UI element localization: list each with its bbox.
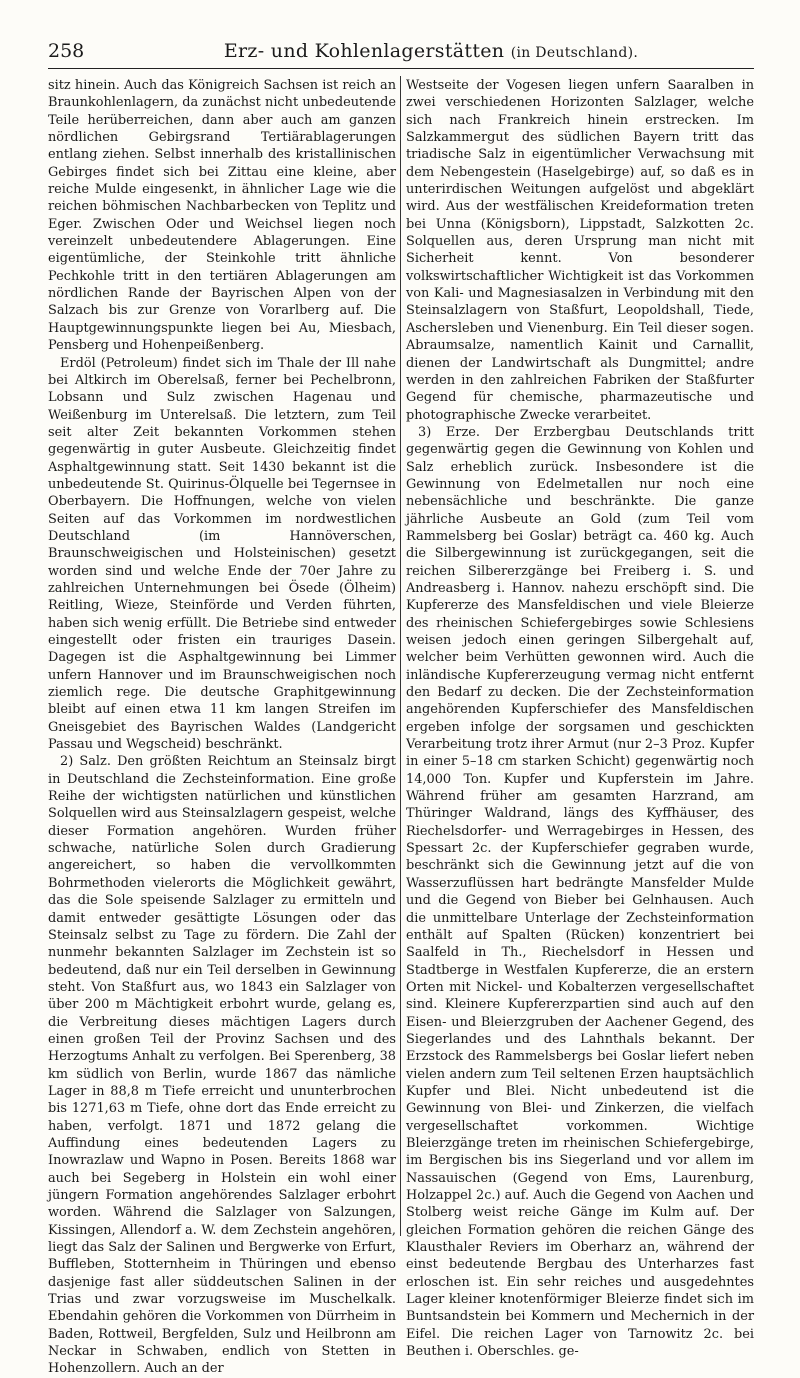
right-column xyxy=(406,77,754,1378)
text-columns xyxy=(48,77,754,1378)
paragraph: 2) Salz. Den größten Reichtum an Steinsalz birgt in Deutschland die Zechsteinformation. Eine große Reihe der wichtigsten natürlichen und künstlichen Solquellen wird aus Steinsalzlagern gespeist, welche dieser Formation angehören. Wurden früher schwache, natürliche Solen durch Gradierung angereichert, so haben die vervollkommten Bohrmethoden vielerorts die Möglichkeit gewährt, das die Sole speisende Salzlager zu ermitteln und damit entweder gesättigte Lösungen oder das Steinsalz selbst zu Tage zu fördern. Die Zahl der nunmehr bekannten Salzlager im Zechstein ist so bedeutend, daß nur ein Teil derselben in Gewinnung steht. Von Staßfurt aus, wo 1843 ein Salzlager von über 200 m Mächtigkeit erbohrt wurde, gelang es, die Verbreitung dieses mächtigen Lagers durch einen großen Teil der Provinz Sachsen und des Herzogtums Anhalt zu verfolgen. Bei Sperenberg, 38 km südlich von Berlin, wurde 1867 das nämliche Lager in 88,8 m Tiefe erreicht und ununterbrochen bis 1271,63 m Tiefe, ohne dort das Ende erreicht zu haben, verfolgt. 1871 und 1872 gelang die Auffindung eines bedeutenden Lagers zu Inowrazlaw und Wapno in Posen. Bereits 1868 war auch bei Segeberg in Holstein ein wohl einer jüngern Formation angehörendes Salzlager erbohrt worden. Während die Salzlager von Salzungen, Kissingen, Allendorf a. W. dem Zechstein angehören, liegt das Salz der Salinen und Bergwerke von Erfurt, Buffleben, Stotternheim in Thüringen und ebenso dasjenige fast aller süddeutschen Salinen in der Trias und zwar vorzugsweise im Muschelkalk. Ebendahin gehören die Vorkommen von Dürrheim in Baden, Rottweil, Bergfelden, Sulz und Heilbronn am Neckar in Schwaben, endlich von Stetten in Hohenzollern. Auch an der xyxy=(48,754,396,1377)
paragraph: Westseite der Vogesen liegen unfern Saaralben in zwei verschiedenen Horizonten Salzlager, welche sich nach Frankreich hinein erstrecken. Im Salzkammergut des südlichen Bayern tritt das triadische Salz in eigentümlicher Verwachsung mit dem Nebengestein (Haselgebirge) auf, so daß es in unterirdischen Weitungen aufgelöst und abgeklärt wird. Aus der westfälischen Kreideformation treten bei Unna (Königsborn), Lippstadt, Salzkotten 2c. Solquellen aus, deren Ursprung man nicht mit Sicherheit kennt. Von besonderer volkswirtschaftlicher Wichtigkeit ist das Vorkommen von Kali- und Magnesiasalzen in Verbindung mit den Steinsalzlagern von Staßfurt, Leopoldshall, Tiede, Aschersleben und Vienenburg. Ein Teil dieser sogen. Abraumsalze, namentlich Kainit und Carnallit, dienen der Landwirtschaft als Dungmittel; andre werden in den zahlreichen Fabriken der Staßfurter Gegend für chemische, pharmazeutische und photographische Zwecke verarbeitet. xyxy=(406,78,754,423)
running-title-main: Erz- und Kohlenlagerstätten xyxy=(223,40,505,62)
left-column xyxy=(48,77,396,1378)
running-header xyxy=(48,40,754,69)
running-title xyxy=(108,40,754,62)
paragraph: 3) Erze. Der Erzbergbau Deutschlands tritt gegenwärtig gegen die Gewinnung von Kohlen und Salz erheblich zurück. Insbesondere ist die Gewinnung von Edelmetallen nur noch eine nebensächliche und beschränkte. Die ganze jährliche Ausbeute an Gold (zum Teil vom Rammelsberg bei Goslar) beträgt ca. 460 kg. Auch die Silbergewinnung ist zurückgegangen, seit die reichen Silbererzgänge bei Freiberg i. S. und Andreasberg i. Hannov. nahezu erschöpft sind. Die Kupfererze des Mansfeldischen und viele Bleierze des rheinischen Schiefergebirges sowie Schlesiens weisen jedoch einen geringen Silbergehalt auf, welcher beim Verhütten gewonnen wird. Auch die inländische Kupfererzeugung vermag nicht entfernt den Bedarf zu decken. Die der Zechsteinformation angehörenden Kupferschiefer des Mansfeldischen ergeben infolge der sorgsamen und geschickten Verarbeitung trotz ihrer Armut (nur 2–3 Proz. Kupfer in einer 5–18 cm starken Schicht) gegenwärtig noch 14,000 Ton. Kupfer und Kupferstein im Jahre. Während früher am gesamten Harzrand, am Thüringer Waldrand, längs des Kyffhäuser, des Riechelsdorfer- und Werragebirges in Hessen, des Spessart 2c. der Kupferschiefer gegraben wurde, beschränkt sich die Gewinnung jetzt auf die von Wasserzuflüssen hart bedrängte Mansfelder Mulde und die Gegend von Bieber bei Gelnhausen. Auch die unmittelbare Unterlage der Zechsteinformation enthält auf Spalten (Rücken) konzentriert bei Saalfeld in Th., Riechelsdorf in Hessen und Stadtberge in Westfalen Kupfererze, die an erstern Orten mit Nickel- und Kobalterzen vergesellschaftet sind. Kleinere Kupfererzpartien sind auch auf den Eisen- und Bleierzgruben der Aachener Gegend, des Siegerlandes und des Lahnthals bekannt. Der Erzstock des Rammelsbergs bei Goslar liefert neben vielen andern zum Teil seltenen Erzen hauptsächlich Kupfer und Blei. Nicht unbedeutend ist die Gewinnung von Blei- und Zinkerzen, die vielfach vergesellschaftet vorkommen. Wichtige Bleierzgänge treten im rheinischen Schiefergebirge, im Bergischen bis ins Siegerland und vor allem im Nassauischen (Gegend von Ems, Laurenburg, Holzappel 2c.) auf. Auch die Gegend von Aachen und Stolberg weist reiche Gänge im Kulm auf. Der gleichen Formation gehören die reichen Gänge des Klausthaler Reviers im Oberharz an, während der einst bedeutende Bergbau des Unterharzes fast erloschen ist. Ein sehr reiches und ausgedehntes Lager kleiner knotenförmiger Bleierze findet sich im Buntsandstein bei Kommern und Mechernich in der Eifel. Die reichen Lager von Tarnowitz 2c. bei Beuthen i. Oberschles. ge- xyxy=(406,424,754,1360)
column-divider xyxy=(400,76,401,1236)
page-number: 258 xyxy=(48,40,85,62)
running-title-suffix: (in Deutschland). xyxy=(510,45,639,61)
paragraph: sitz hinein. Auch das Königreich Sachsen ist reich an Braunkohlenlagern, da zunächst nicht unbedeutende Teile herüberreichen, dann aber auch am ganzen nördlichen Gebirgsrand Tertiärablagerungen entlang ziehen. Selbst innerhalb des kristallinischen Gebirges findet sich bei Zittau eine kleine, aber reiche Mulde eingesenkt, in ähnlicher Lage wie die reichen böhmischen Nachbarbecken von Teplitz und Eger. Zwischen Oder und Weichsel liegen noch vereinzelt unbedeutendere Ablagerungen. Eine eigentümliche, der Steinkohle tritt ähnliche Pechkohle tritt in den tertiären Ablagerungen am nördlichen Rande der Bayrischen Alpen von der Salzach bis zur Grenze von Vorarlberg auf. Die Hauptgewinnungspunkte liegen bei Au, Miesbach, Pensberg und Hohenpeißenberg. xyxy=(48,78,396,354)
paragraph: Erdöl (Petroleum) findet sich im Thale der Ill nahe bei Altkirch im Oberelsaß, ferner bei Pechelbronn, Lobsann und Sulz zwischen Hagenau und Weißenburg im Unterelsaß. Die letztern, zum Teil seit alter Zeit bekannten Vorkommen stehen gegenwärtig in guter Ausbeute. Gleichzeitig findet Asphaltgewinnung statt. Seit 1430 bekannt ist die unbedeutende St. Quirinus-Ölquelle bei Tegernsee in Oberbayern. Die Hoffnungen, welche von vielen Seiten auf das Vorkommen im nordwestlichen Deutschland (im Hannöverschen, Braunschweigischen und Holsteinischen) gesetzt worden sind und welche Ende der 70er Jahre zu zahlreichen Unternehmungen bei Ösede (Ölheim) Reitling, Wieze, Steinförde und Verden führten, haben sich wenig erfüllt. Die Betriebe sind entweder eingestellt oder fristen ein trauriges Dasein. Dagegen ist die Asphaltgewinnung bei Limmer unfern Hannover und im Braunschweigischen noch ziemlich rege. Die deutsche Graphitgewinnung bleibt auf einen etwa 11 km langen Streifen im Gneisgebiet des Bayrischen Waldes (Landgericht Passau und Wegscheid) beschränkt. xyxy=(48,355,396,753)
